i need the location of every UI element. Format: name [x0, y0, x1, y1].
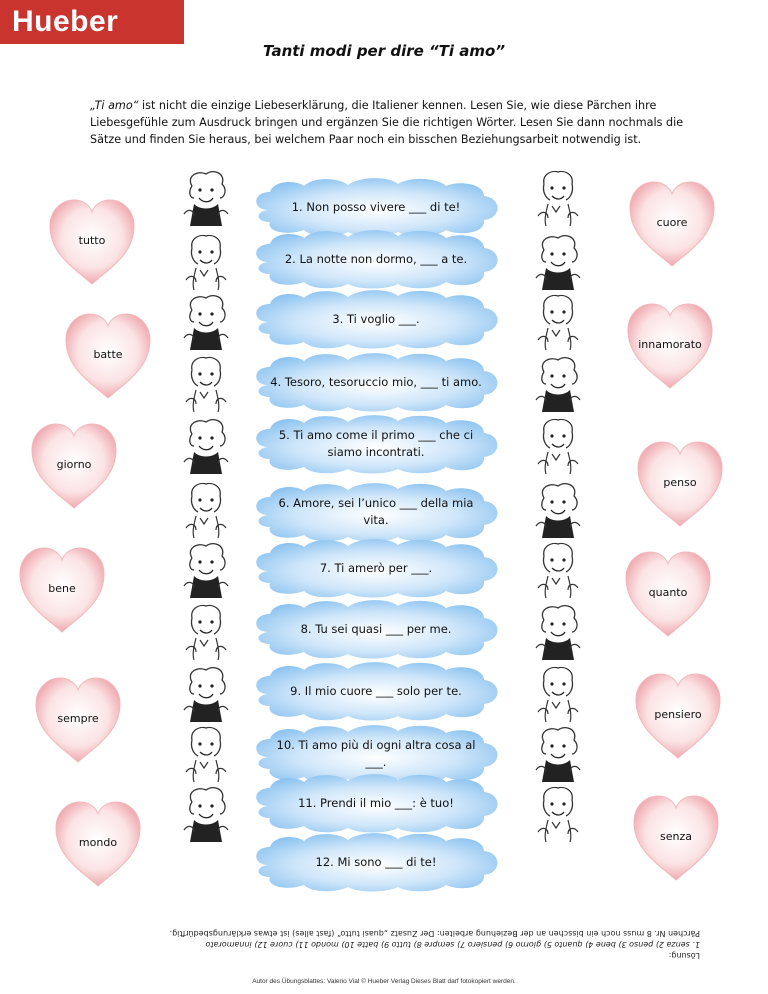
hueber-logo: Hueber [0, 0, 184, 44]
sentence-text: 5. Ti amo come il primo ___ che ci siamo incontrati. [278, 428, 474, 459]
sentence-text: 6. Amore, sei l’unico ___ della mia vita. [278, 496, 474, 527]
girl-face-icon [180, 724, 232, 784]
sentence-text: 2. La notte non dormo, ___ a te. [284, 251, 468, 266]
word-heart-tutto [44, 196, 140, 288]
solution-upside-down [90, 928, 700, 961]
word-heart-mondo [50, 798, 146, 890]
solution-note: Pärchen Nr. 8 muss noch ein bisschen an der Beziehung arbeiten: Der Zusatz „quasi tutto“ (fast alles) ist etwas erklärungsbedürftig. [169, 929, 700, 938]
word-heart-pensiero [630, 670, 726, 762]
boy-face-icon [532, 724, 584, 784]
sentence-cloud [248, 351, 504, 413]
girl-face-icon [532, 292, 584, 352]
sentence-cloud [248, 228, 504, 290]
word-heart-batte [60, 310, 156, 402]
boy-face-icon [180, 168, 232, 228]
boy-face-icon [180, 540, 232, 600]
boy-face-icon [532, 480, 584, 540]
heart-word: cuore [656, 216, 688, 229]
heart-word: senza [660, 830, 692, 843]
sentence-text: 10. Ti amo più di ogni altra cosa al ___. [276, 738, 476, 769]
girl-face-icon [180, 602, 232, 662]
girl-face-icon [532, 416, 584, 476]
boy-face-icon [532, 232, 584, 292]
sentence-text: 12. Mi sono ___ di te! [315, 854, 437, 869]
sentence-cloud [248, 772, 504, 834]
girl-face-icon [532, 664, 584, 724]
sentence-text: 3. Ti voglio ___. [332, 311, 420, 326]
sentence-cloud [248, 288, 504, 350]
word-heart-quanto [620, 548, 716, 640]
boy-face-icon [532, 602, 584, 662]
sentence-text: 8. Tu sei quasi ___ per me. [300, 621, 452, 636]
worksheet-title: Tanti modi per dire “Ti amo” [263, 42, 505, 60]
sentence-cloud [248, 598, 504, 660]
sentence-text: 1. Non posso vivere ___ di te! [291, 199, 461, 214]
heart-word: tutto [78, 234, 106, 247]
word-heart-innamorato [622, 300, 718, 392]
heart-word: bene [48, 582, 76, 595]
heart-word: giorno [56, 458, 92, 471]
sentence-text: 9. Il mio cuore ___ solo per te. [290, 683, 462, 698]
heart-word: penso [663, 476, 697, 489]
heart-word: pensiero [654, 708, 702, 721]
girl-face-icon [532, 168, 584, 228]
intro-text: ist nicht die einzige Liebeserklärung, die Italiener kennen. Lesen Sie, wie diese Pärchen ihre Liebesgefühle zum Ausdruck bringen und ergänzen Sie die richtigen Wörter. Lesen Sie dann nochmals die Sätze und finden Sie heraus, bei welchem Paar noch ein bisschen Beziehungsarbeit notwendig ist. [90, 99, 684, 146]
word-heart-senza [628, 792, 724, 884]
footer-credit: Autor des Übungsblattes: Valerio Vial © Hueber Verlag Dieses Blatt darf fotokopiert werden. [252, 978, 516, 985]
girl-face-icon [180, 232, 232, 292]
girl-face-icon [180, 354, 232, 414]
sentence-text: 7. Ti amerò per ___. [319, 560, 433, 575]
intro-emphasis: „Ti amo“ [90, 99, 139, 112]
sentence-cloud [248, 831, 504, 893]
heart-word: batte [93, 348, 123, 361]
word-heart-penso [632, 438, 728, 530]
boy-face-icon [180, 784, 232, 844]
boy-face-icon [180, 664, 232, 724]
sentence-cloud [248, 537, 504, 599]
heart-word: mondo [78, 836, 118, 849]
solution-label: Lösung: [668, 951, 700, 960]
word-heart-sempre [30, 674, 126, 766]
sentence-text: 4. Tesoro, tesoruccio mio, ___ ti amo. [270, 374, 482, 389]
sentence-text: 11. Prendi il mio ___: è tuo! [298, 795, 454, 810]
sentence-cloud [248, 413, 504, 475]
word-heart-bene [14, 544, 110, 636]
boy-face-icon [532, 354, 584, 414]
girl-face-icon [532, 540, 584, 600]
intro-paragraph [90, 97, 700, 148]
girl-face-icon [532, 784, 584, 844]
sentence-cloud [248, 660, 504, 722]
heart-word: innamorato [638, 338, 702, 351]
heart-word: sempre [57, 712, 99, 725]
word-heart-cuore [624, 178, 720, 270]
sentence-cloud [248, 481, 504, 543]
solution-answers: 1. senza 2) penso 3) bene 4) quanto 5) giorno 6) pensiero 7) sempre 8) tutto 9) batte 10) mondo 11) cuore 12) innamorato [205, 940, 700, 949]
girl-face-icon [180, 480, 232, 540]
boy-face-icon [180, 416, 232, 476]
boy-face-icon [180, 292, 232, 352]
heart-word: quanto [648, 586, 688, 599]
word-heart-giorno [26, 420, 122, 512]
